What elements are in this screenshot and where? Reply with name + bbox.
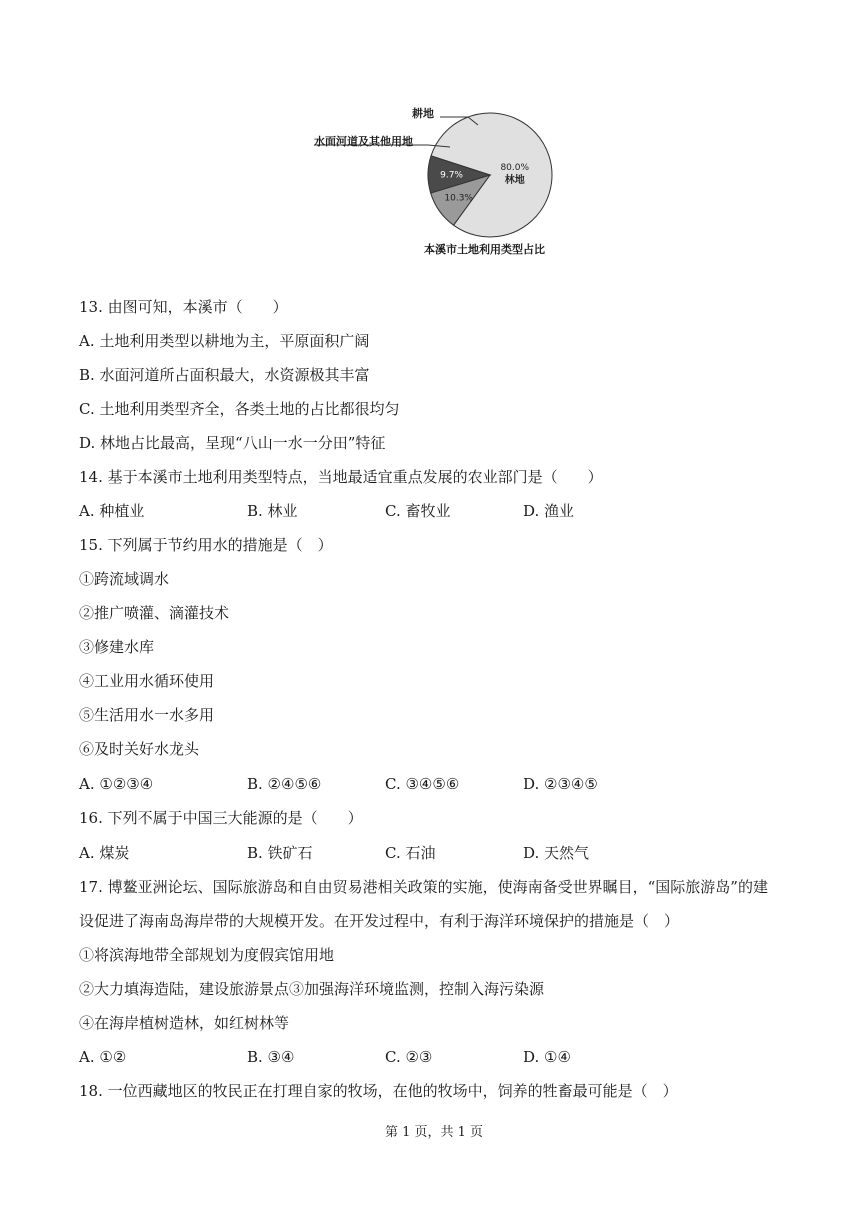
q17-stem-line-2: 设促进了海南岛海岸带的大规模开发。在开发过程中，有利于海洋环境保护的措施是（ ） — [79, 912, 680, 930]
legend-label-water: 水面河道及其他用地 — [314, 135, 413, 148]
q16-option-b: B. 铁矿石 — [247, 844, 313, 862]
pie-chart — [300, 85, 600, 265]
q14-option-b: B. 林业 — [247, 502, 298, 520]
q15-option-a: A. ①②③④ — [79, 775, 154, 793]
page-footer: 第 1 页，共 1 页 — [384, 1125, 484, 1140]
q17-item-1: ①将滨海地带全部规划为度假宾馆用地 — [79, 946, 335, 964]
q18-stem: 18. 一位西藏地区的牧民正在打理自家的牧场，在他的牧场中，饲养的牲畜最可能是（ ） — [79, 1082, 678, 1100]
pie-value-forest: 80.0% — [500, 162, 530, 173]
q15-option-c: C. ③④⑤⑥ — [385, 775, 460, 793]
q15-item-6: ⑥及时关好水龙头 — [79, 740, 200, 758]
pie-svg — [300, 85, 600, 265]
q17-option-c: C. ②③ — [385, 1048, 433, 1066]
q15-stem: 15. 下列属于节约用水的措施是（ ） — [79, 536, 333, 554]
pie-category-forest: 林地 — [504, 174, 525, 186]
q13-option-c: C. 土地利用类型齐全，各类土地的占比都很均匀 — [79, 400, 400, 418]
q14-option-c: C. 畜牧业 — [385, 502, 451, 520]
pie-value-water: 10.3% — [444, 193, 473, 204]
q14-stem: 14. 基于本溪市土地利用类型特点，当地最适宜重点发展的农业部门是（ ） — [79, 468, 603, 486]
q13-option-a: A. 土地利用类型以耕地为主，平原面积广阔 — [79, 332, 370, 350]
q16-option-a: A. 煤炭 — [79, 844, 130, 862]
q15-item-3: ③修建水库 — [79, 638, 155, 656]
q17-option-d: D. ①④ — [523, 1048, 571, 1066]
pie-value-farmland: 9.7% — [440, 170, 463, 181]
q14-option-a: A. 种植业 — [79, 502, 145, 520]
q16-option-d: D. 天然气 — [523, 844, 590, 862]
q16-stem: 16. 下列不属于中国三大能源的是（ ） — [79, 809, 363, 827]
q15-item-5: ⑤生活用水一水多用 — [79, 706, 215, 724]
legend-label-farmland: 耕地 — [412, 107, 434, 120]
q15-item-1: ①跨流域调水 — [79, 570, 170, 588]
q17-item-2: ②大力填海造陆，建设旅游景点③加强海洋环境监测，控制入海污染源 — [79, 980, 545, 998]
q13-option-d: D. 林地占比最高，呈现“八山一水一分田”特征 — [79, 434, 386, 452]
q16-option-c: C. 石油 — [385, 844, 436, 862]
chart-title: 本溪市土地利用类型占比 — [424, 243, 545, 256]
q13-stem: 13. 由图可知，本溪市（ ） — [79, 298, 288, 316]
q15-item-2: ②推广喷灌、滴灌技术 — [79, 604, 230, 622]
q17-item-3: ④在海岸植树造林，如红树林等 — [79, 1014, 290, 1032]
q17-stem-line-1: 17. 博鳌亚洲论坛、国际旅游岛和自由贸易港相关政策的实施，使海南备受世界瞩目，“国际旅游岛”的建 — [79, 878, 768, 896]
q15-option-d: D. ②③④⑤ — [523, 775, 598, 793]
q14-option-d: D. 渔业 — [523, 502, 575, 520]
q15-item-4: ④工业用水循环使用 — [79, 672, 215, 690]
q17-option-a: A. ①② — [79, 1048, 127, 1066]
q17-option-b: B. ③④ — [247, 1048, 295, 1066]
q15-option-b: B. ②④⑤⑥ — [247, 775, 322, 793]
q13-option-b: B. 水面河道所占面积最大，水资源极其丰富 — [79, 366, 370, 384]
